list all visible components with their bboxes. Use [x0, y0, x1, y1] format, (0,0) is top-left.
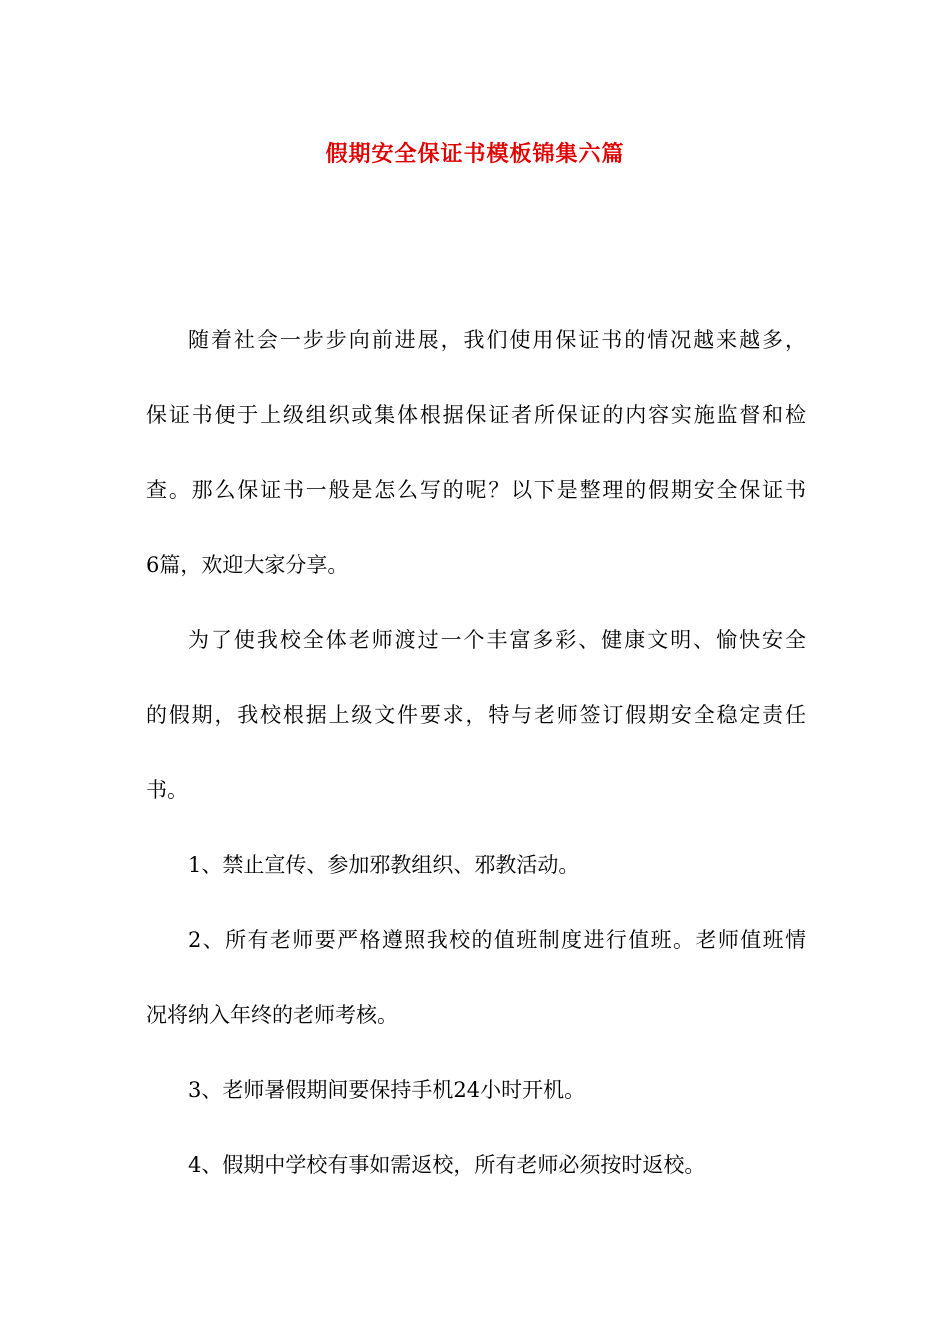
- list-item-1: 1、禁止宣传、参加邪教组织、邪教活动。: [188, 853, 580, 877]
- list-item-3: 3、老师暑假期间要保持手机24小时开机。: [188, 1078, 586, 1102]
- document-title: 假期安全保证书模板锦集六篇: [325, 141, 625, 167]
- paragraph-line: 6篇，欢迎大家分享。: [146, 553, 349, 577]
- list-item-2-continued: 况将纳入年终的老师考核。: [146, 1003, 398, 1027]
- paragraph-line: 保证书便于上级组织或集体根据保证者所保证的内容实施监督和检: [146, 403, 806, 427]
- paragraph-line: 查。那么保证书一般是怎么写的呢？以下是整理的假期安全保证书: [146, 478, 806, 502]
- list-item-4: 4、假期中学校有事如需返校，所有老师必须按时返校。: [188, 1153, 706, 1177]
- paragraph-line: 随着社会一步步向前进展，我们使用保证书的情况越来越多，: [188, 328, 806, 352]
- paragraph-line: 的假期，我校根据上级文件要求，特与老师签订假期安全稳定责任: [146, 703, 806, 727]
- paragraph-line: 书。: [146, 778, 188, 802]
- paragraph-line: 为了使我校全体老师渡过一个丰富多彩、健康文明、愉快安全: [188, 628, 806, 652]
- list-item-2: 2、所有老师要严格遵照我校的值班制度进行值班。老师值班情: [188, 928, 806, 952]
